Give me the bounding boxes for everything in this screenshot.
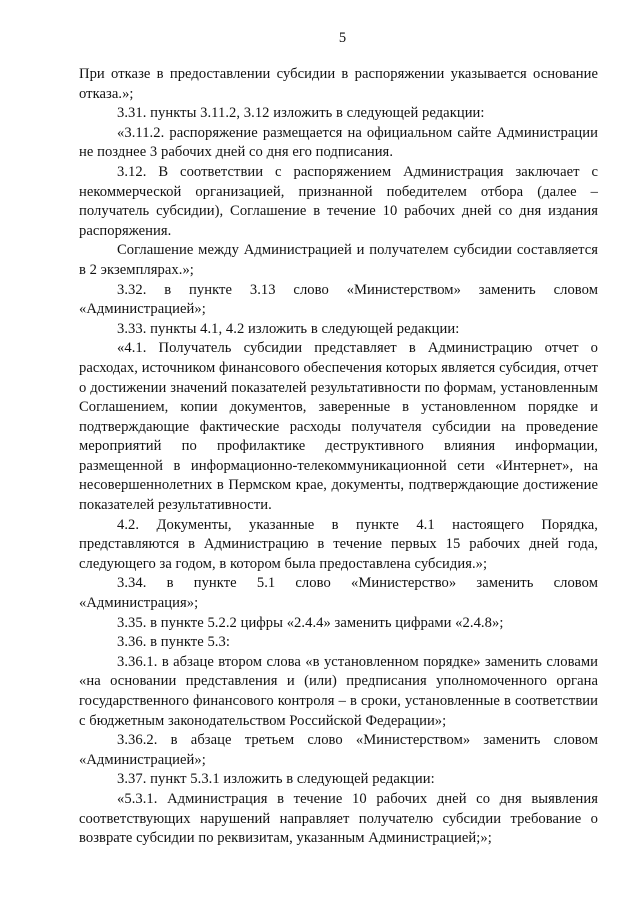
paragraph-3: «3.11.2. распоряжение размещается на официальном сайте Администрации не позднее 3 рабочих дней со дня его подписания. bbox=[79, 124, 598, 161]
paragraph-10: 3.34. в пункте 5.1 слово «Министерство» заменить словом «Администрация»; bbox=[79, 575, 598, 612]
document-body bbox=[79, 65, 598, 849]
paragraph-13: 3.36.1. в абзаце втором слова «в установленном порядке» заменить словами «на основании представления и (или) предписания уполномоченного органа государственного финансового контроля – в сроки, установленные в соответствии с бюджетным законодательством Российской Федерации»; bbox=[79, 653, 598, 729]
paragraph-15: 3.37. пункт 5.3.1 изложить в следующей редакции: bbox=[117, 771, 435, 788]
paragraph-7: 3.33. пункты 4.1, 4.2 изложить в следующей редакции: bbox=[117, 320, 460, 337]
paragraph-11: 3.35. в пункте 5.2.2 цифры «2.4.4» заменить цифрами «2.4.8»; bbox=[117, 614, 504, 631]
paragraph-12: 3.36. в пункте 5.3: bbox=[117, 634, 230, 651]
paragraph-9: 4.2. Документы, указанные в пункте 4.1 настоящего Порядка, представляются в Администрацию в течение первых 15 рабочих дней года, следующего за годом, в котором была предоставлена субсидия.»; bbox=[79, 516, 598, 572]
paragraph-2: 3.31. пункты 3.11.2, 3.12 изложить в следующей редакции: bbox=[117, 105, 485, 122]
paragraph-4: 3.12. В соответствии с распоряжением Администрация заключает с некоммерческой организацией, признанной победителем отбора (далее – получатель субсидии), Соглашение в течение 10 рабочих дней со дня издания распоряжения. bbox=[79, 163, 598, 239]
paragraph-8: «4.1. Получатель субсидии представляет в Администрацию отчет о расходах, источником финансового обеспечения которых является субсидия, отчет о достижении значений показателей результативности по формам, установленным Соглашением, копии документов, заверенные в установленном порядке и подтверждающие фактические расходы получателя субсидии на проведение мероприятий по профилактике деструктивного влияния информации, размещенной в информационно-телекоммуникационной сети «Интернет», на несовершеннолетних в Пермском крае, документы, подтверждающие достижение показателей результативности. bbox=[79, 340, 598, 514]
paragraph-6: 3.32. в пункте 3.13 слово «Министерством» заменить словом «Администрацией»; bbox=[79, 281, 598, 318]
paragraph-1: При отказе в предоставлении субсидии в распоряжении указывается основание отказа.»; bbox=[79, 66, 598, 102]
page-number: 5 bbox=[338, 30, 347, 46]
paragraph-16: «5.3.1. Администрация в течение 10 рабочих дней со дня выявления соответствующих нарушений направляет получателю субсидии требование о возврате субсидии по реквизитам, указанным Администрацией;»; bbox=[79, 790, 598, 847]
paragraph-5: Соглашение между Администрацией и получателем субсидии составляется в 2 экземплярах.»; bbox=[79, 242, 598, 278]
paragraph-14: 3.36.2. в абзаце третьем слово «Министерством» заменить словом «Администрацией»; bbox=[79, 732, 598, 768]
